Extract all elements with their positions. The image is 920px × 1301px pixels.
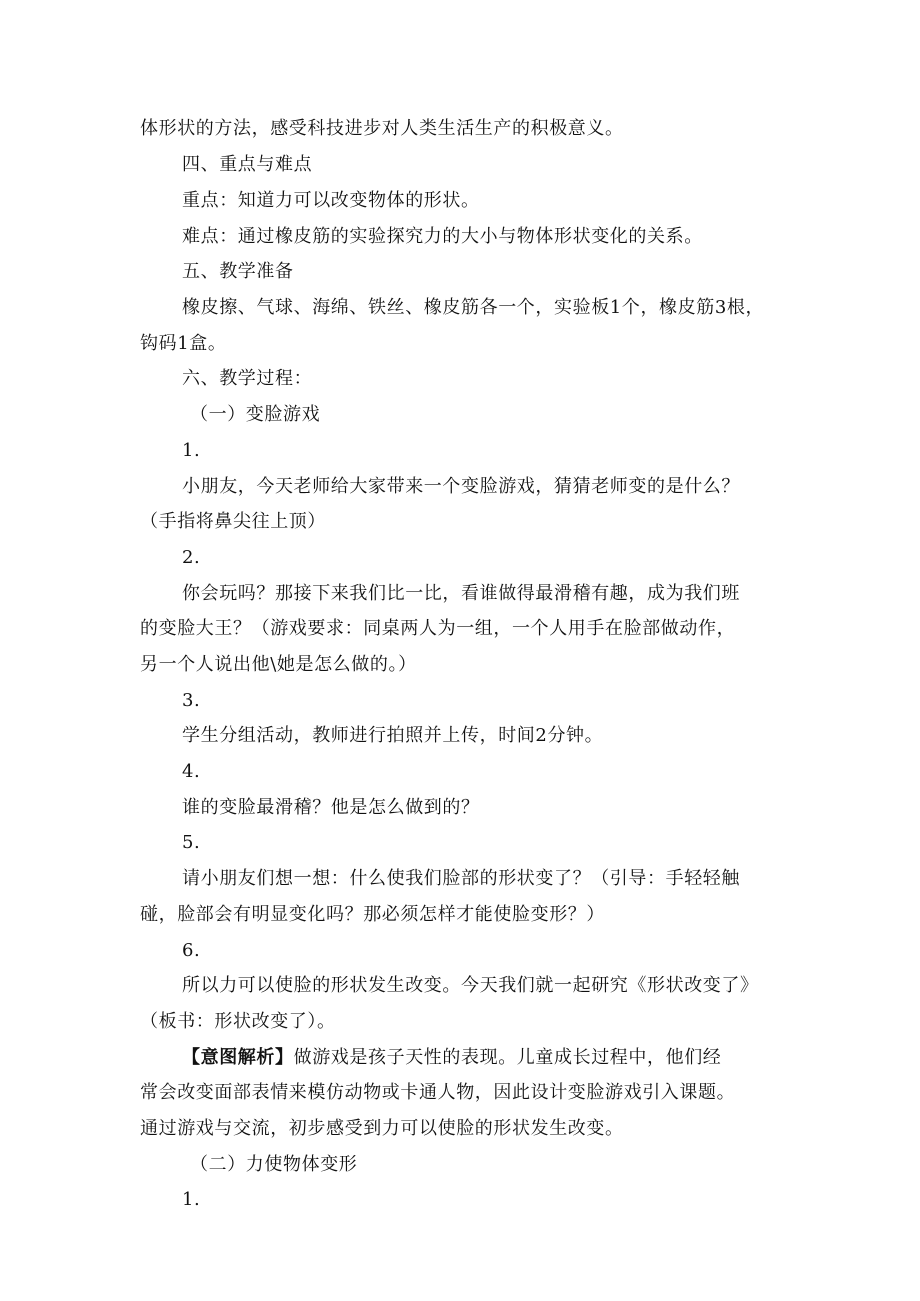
step-number: 2.: [182, 547, 201, 568]
paragraph-line: 谁的变脸最滑稽？他是怎么做到的？: [182, 797, 480, 818]
subsection-heading: （二）力使物体变形: [190, 1154, 358, 1175]
paragraph-line: 学生分组活动，教师进行拍照并上传，时间2分钟。: [182, 725, 604, 746]
section-heading: 六、教学过程：: [182, 368, 313, 389]
paragraph-line: 你会玩吗？那接下来我们比一比，看谁做得最滑稽有趣，成为我们班: [182, 583, 740, 604]
paragraph-line: 通过游戏与交流，初步感受到力可以使脸的形状发生改变。: [140, 1118, 624, 1139]
intent-note-label: 【意图解析】: [182, 1047, 294, 1068]
step-number: 1.: [182, 1189, 201, 1210]
section-heading: 四、重点与难点: [182, 154, 313, 175]
paragraph-line: 橡皮擦、气球、海绵、铁丝、橡皮筋各一个，实验板1个，橡皮筋3根，: [182, 297, 765, 318]
paragraph-line: 重点：知道力可以改变物体的形状。: [182, 190, 480, 211]
paragraph-line: 的变脸大王？（游戏要求：同桌两人为一组，一个人用手在脸部做动作，: [140, 618, 736, 639]
paragraph-line: 难点：通过橡皮筋的实验探究力的大小与物体形状变化的关系。: [182, 226, 703, 247]
intent-note-text: 做游戏是孩子天性的表现。儿童成长过程中，他们经: [293, 1047, 722, 1068]
paragraph-line: 钩码1盒。: [140, 333, 227, 354]
paragraph-line: 碰，脸部会有明显变化吗？那必须怎样才能使脸变形？）: [140, 904, 605, 925]
step-number: 4.: [182, 761, 201, 782]
step-number: 1.: [182, 440, 201, 461]
step-number: 5.: [182, 832, 201, 853]
paragraph-line: 常会改变面部表情来模仿动物或卡通人物，因此设计变脸游戏引入课题。: [140, 1082, 736, 1103]
step-number: 6.: [182, 940, 201, 961]
paragraph-line: 所以力可以使脸的形状发生改变。今天我们就一起研究《形状改变了》: [182, 975, 759, 996]
paragraph-line: 体形状的方法，感受科技进步对人类生活生产的积极意义。: [140, 118, 624, 139]
paragraph-line: （板书：形状改变了）。: [140, 1011, 336, 1032]
paragraph-line: （手指将鼻尖往上顶）: [140, 511, 326, 532]
section-heading: 五、教学准备: [182, 261, 294, 282]
intent-note-line: [182, 1045, 832, 1071]
subsection-heading: （一）变脸游戏: [190, 404, 321, 425]
step-number: 3.: [182, 690, 201, 711]
paragraph-line: 小朋友，今天老师给大家带来一个变脸游戏，猜猜老师变的是什么？: [182, 476, 740, 497]
paragraph-line: 另一个人说出他\她是怎么做的。）: [140, 654, 417, 675]
paragraph-line: 请小朋友们想一想：什么使我们脸部的形状变了？（引导：手轻轻触: [182, 868, 740, 889]
